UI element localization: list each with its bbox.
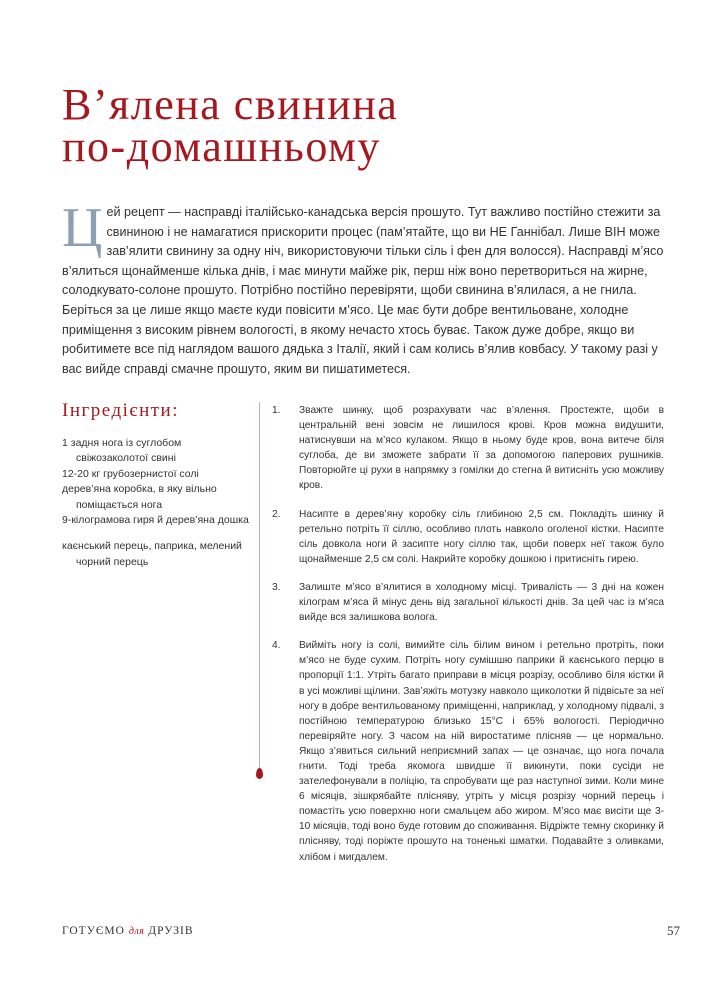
step-item: [272, 638, 664, 864]
divider-line: [259, 402, 260, 777]
step-text: Залиште м’ясо в’ялитися в холодному місці. Тривалість — 3 дні на кожен кілограм м’яса й мінус день від загальної кількості днів. За цей час із м’яса вийде вся залишкова волога.: [299, 581, 664, 624]
ingredient-item: каєнський перець, паприка, мелений чорний перець: [62, 540, 242, 568]
step-item: [272, 403, 664, 494]
step-number: 3.: [272, 581, 281, 593]
ingredient-item: 1 задня нога із суглобом свіжозаколотої свині: [62, 437, 182, 465]
intro-paragraph: [62, 197, 668, 379]
ingredients-heading: Інгредієнти:: [62, 400, 179, 421]
running-footer: [62, 925, 194, 937]
drop-cap: Ц: [62, 197, 103, 259]
step-item: [272, 507, 664, 567]
page-title: [62, 80, 662, 171]
blood-drop-icon: [256, 768, 263, 779]
footer-book-title-part: ДРУЗІВ: [148, 925, 194, 937]
title-line-2: по-домашньому: [62, 122, 381, 171]
ingredients-list: [62, 436, 252, 570]
ingredient-item: 12-20 кг грубозернистої солі: [62, 467, 199, 480]
ingredients-section: [62, 400, 252, 570]
ingredient-item: дерев’яна коробка, в яку вільно поміщається нога: [62, 483, 217, 511]
step-number: 1.: [272, 405, 281, 416]
step-item: [272, 580, 664, 625]
step-text: Вийміть ногу із солі, вимийте сіль білим вином і ретельно протріть, поки м’ясо не буде сухим. Потріть ногу сумішшю паприки й каєнського перцю в пропорції 1:1. Утріть багато приправи в місця розрізу, особливо біля кістки й в усі можливі щілини. Зав’яжіть мотузку навколо щиколотки й підвісьте за неї ногу в добре вентильованому приміщенні, наприклад, у холодному підвалі, з постійною температурою близько 15°С і 65% вологості. Періодично перевіряйте ногу. З часом на ній виростатиме плісняв — це нормально. Якщо з’явиться сильний неприємний запах — це означає, що нога почала гнити. Тоді треба якомога швидше її викинути, поки сусіди не зателефонували в поліцію, та спробувати ще раз наступної зими. Коли мине 6 місяців, зішкрябайте плісняву, утріть у місця розрізу чорний перець і помастіть усю поверхню ноги смальцем або жиром. М’ясо має висіти ще 3-10 місяців, тоді воно буде готовим до споживання. Відріжте темну скоринку й плісняву, тоді поріжте прошуто на тоненькі шматки. Подавайте з оливками, хлібом і мигдалем.: [299, 640, 664, 863]
step-text: Зважте шинку, щоб розрахувати час в’ялення. Простежте, щоби в центральній вені зовсім не лишилося крові. Кров можна видушити, натиснувши на м’ясо кулаком. Якщо в ньому буде кров, вона витече біля суглоба, де ви зможете забрати її за допомогою паперових рушників. Повторюйте ці рухи в напрямку з гомілки до стегна й витисніть усю можливу кров.: [299, 405, 664, 492]
title-line-1: В’ялена свинина: [62, 80, 399, 129]
intro-text: ей рецепт — насправді італійсько-канадська версія прошуто. Тут важливо постійно стежити за свининою і не намагатися прискорити процес (пам’ятайте, що ви НЕ Ганнібал. Лише ВІН може зав’ялити свинину за одну ніч, використовуючи тільки сіль і фен для волосся). Насправді м’ясо в’ялиться щонайменше кілька днів, і має минути майже рік, перш ніж воно перетвориться на жирне, солодкувато-солоне прошуто. Потрібно постійно перевіряти, щоби свинина в’ялилася, а не гнила. Беріться за це лише якщо маєте куди повісити м’ясо. Це має бути добре вентильоване, холодне приміщення з високим рівнем вологості, в якому нечасто хтось буває. Також дуже добре, якщо ви робитимете все під наглядом вашого дядька з Італії, який і сам колись в’ялив ковбасу. У такому разі у вас вийде справді смачне прошуто, яким ви пишатиметеся.: [62, 205, 664, 376]
ingredient-item: 9-кілограмова гиря й дерев’яна дошка: [62, 514, 249, 527]
step-text: Насипте в дерев’яну коробку сіль глибиною 2,5 см. Покладіть шинку й ретельно потріть її сіллю, особливо плоть навколо оголеної кістки. Насипте сіль довкола ноги й засипте ногу сіллю так, щоби поверх неї також було щонайменше 2,5 см солі. Накрийте коробку дошкою і притисніть гирею.: [299, 508, 664, 565]
footer-book-title-part: ГОТУЄМО: [62, 925, 125, 937]
method-steps: [272, 403, 664, 878]
step-number: 2.: [272, 508, 281, 520]
footer-book-title-part: для: [128, 926, 145, 937]
step-number: 4.: [272, 640, 281, 652]
page-number: 57: [667, 923, 680, 938]
